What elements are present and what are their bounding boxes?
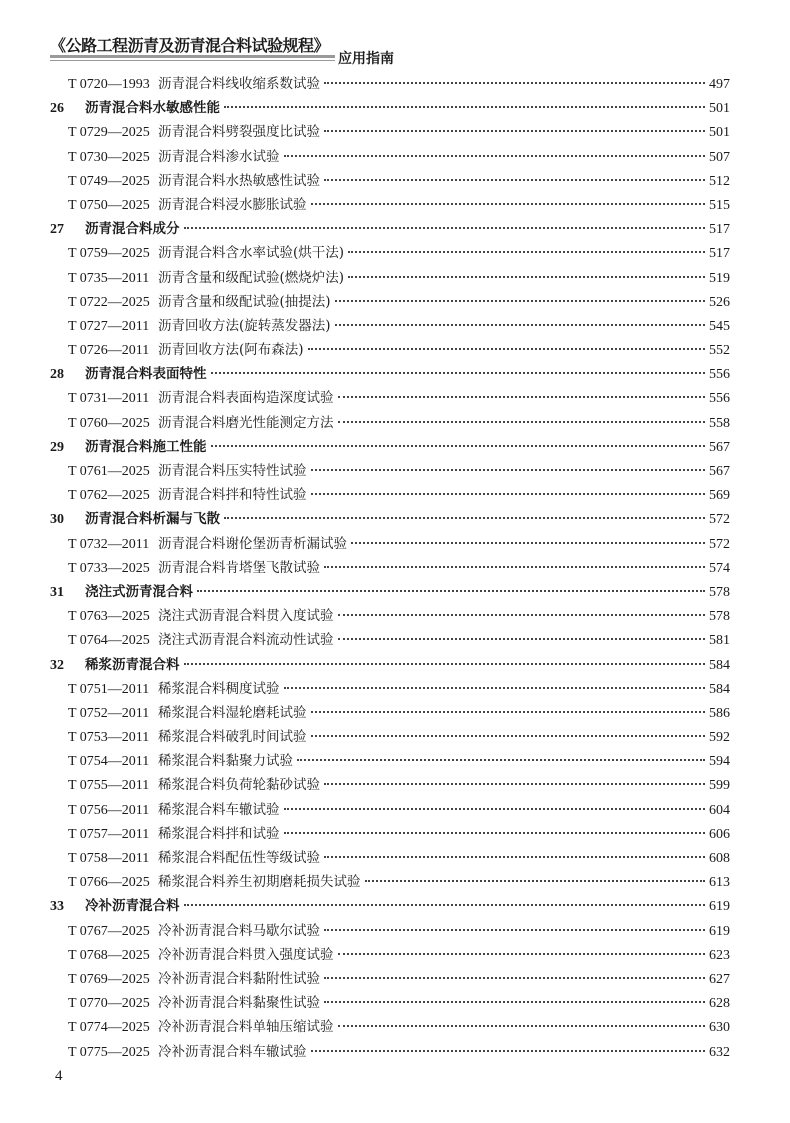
page-ref: 632 — [709, 1044, 730, 1060]
toc-entry[interactable] — [50, 749, 730, 773]
page-ref: 497 — [709, 77, 730, 92]
dot-leader — [311, 711, 706, 713]
entry-title: 沥青含量和级配试验(燃烧炉法) — [158, 269, 345, 286]
section-number: 26 — [50, 101, 64, 117]
entry-title: 沥青混合料表面构造深度试验 — [158, 390, 334, 407]
page-ref: 567 — [709, 464, 730, 479]
toc-entry[interactable] — [50, 338, 730, 362]
toc-entry[interactable] — [50, 967, 730, 991]
page-ref: 501 — [709, 125, 730, 141]
entry-title: 浇注式沥青混合料贯入度试验 — [158, 608, 334, 625]
section-number: 28 — [50, 367, 64, 383]
standard-code: T 0751—2011 — [68, 681, 150, 697]
entry-title: 沥青混合料谢伦堡沥青析漏试验 — [158, 535, 347, 552]
toc-section[interactable] — [50, 894, 730, 918]
dot-leader — [184, 663, 706, 665]
dot-leader — [338, 614, 706, 616]
toc-entry[interactable] — [50, 120, 730, 144]
page-ref: 526 — [709, 294, 730, 310]
standard-code: T 0756—2011 — [68, 802, 150, 818]
standard-code: T 0766—2025 — [68, 875, 150, 891]
entry-title: 沥青混合料浸水膨胀试验 — [158, 196, 307, 213]
page-ref: 556 — [709, 391, 730, 407]
dot-leader — [324, 130, 705, 132]
dot-leader — [365, 880, 706, 882]
toc-section[interactable] — [50, 362, 730, 386]
entry-title: 冷补沥青混合料黏附性试验 — [158, 970, 320, 987]
page-ref: 558 — [709, 415, 730, 431]
page-ref: 586 — [709, 705, 730, 721]
entry-title: 冷补沥青混合料 — [85, 898, 180, 915]
standard-code: T 0732—2011 — [68, 536, 150, 552]
entry-title: 沥青混合料水热敏感性试验 — [158, 172, 320, 189]
standard-code: T 0730—2025 — [68, 149, 150, 165]
standard-code: T 0755—2011 — [68, 778, 150, 794]
header-rule — [50, 55, 335, 58]
page-ref: 594 — [709, 754, 730, 770]
entry-title: 沥青回收方法(旋转蒸发器法) — [158, 317, 331, 334]
page-ref: 507 — [709, 149, 730, 165]
toc-entry[interactable] — [50, 846, 730, 870]
standard-code: T 0758—2011 — [68, 851, 150, 866]
toc-section[interactable] — [50, 580, 730, 604]
entry-title: 沥青混合料拌和特性试验 — [158, 487, 307, 504]
entry-title: 沥青混合料水敏感性能 — [85, 100, 220, 117]
entry-title: 沥青混合料磨光性能测定方法 — [158, 414, 334, 431]
page-ref: 619 — [709, 923, 730, 939]
dot-leader — [211, 372, 706, 374]
toc-section[interactable] — [50, 96, 730, 120]
toc-section[interactable] — [50, 653, 730, 677]
dot-leader — [351, 542, 705, 544]
toc-entry[interactable] — [50, 290, 730, 314]
dot-leader — [284, 808, 706, 810]
standard-code: T 0752—2011 — [68, 705, 150, 721]
toc-entry[interactable] — [50, 822, 730, 846]
dot-leader — [311, 469, 706, 471]
toc-entry[interactable] — [50, 701, 730, 725]
section-number: 30 — [50, 512, 64, 528]
toc-section[interactable] — [50, 435, 730, 459]
dot-leader — [348, 251, 705, 253]
dot-leader — [184, 904, 706, 906]
section-number: 33 — [50, 899, 64, 915]
entry-title: 稀浆混合料稠度试验 — [158, 680, 280, 697]
standard-code: T 0750—2025 — [68, 197, 150, 213]
header-rule-thin — [50, 60, 335, 61]
toc-entry[interactable] — [50, 943, 730, 967]
page-ref: 630 — [709, 1020, 730, 1036]
page-ref: 545 — [709, 318, 730, 334]
standard-code: T 0769—2025 — [68, 971, 150, 987]
toc-entry[interactable] — [50, 1040, 730, 1064]
page-ref: 512 — [709, 173, 730, 189]
toc-entry[interactable] — [50, 169, 730, 193]
page-ref: 517 — [709, 222, 730, 238]
toc-entry[interactable] — [50, 266, 730, 290]
page-ref: 572 — [709, 536, 730, 552]
page-ref: 619 — [709, 899, 730, 915]
page-ref: 608 — [709, 851, 730, 866]
dot-leader — [324, 929, 705, 931]
dot-leader — [308, 348, 705, 350]
toc-entry[interactable] — [50, 1015, 730, 1039]
toc-entry[interactable] — [50, 991, 730, 1015]
page-ref: 572 — [709, 512, 730, 528]
dot-leader — [348, 276, 705, 278]
standard-code: T 0761—2025 — [68, 464, 150, 479]
toc-entry[interactable] — [50, 532, 730, 556]
standard-code: T 0749—2025 — [68, 173, 150, 189]
page-ref: 627 — [709, 971, 730, 987]
page-ref: 581 — [709, 633, 730, 649]
section-number: 31 — [50, 584, 64, 600]
page-ref: 613 — [709, 875, 730, 891]
dot-leader — [284, 687, 706, 689]
page-ref: 604 — [709, 802, 730, 818]
section-number: 29 — [50, 439, 64, 455]
dot-leader — [338, 396, 706, 398]
toc-section[interactable] — [50, 507, 730, 531]
entry-title: 沥青混合料施工性能 — [85, 438, 207, 455]
toc-entry[interactable] — [50, 604, 730, 628]
standard-code: T 0759—2025 — [68, 246, 150, 262]
toc-entry[interactable] — [50, 919, 730, 943]
standard-code: T 0770—2025 — [68, 996, 150, 1012]
dot-leader — [324, 566, 705, 568]
entry-title: 沥青混合料线收缩系数试验 — [158, 76, 320, 92]
toc-entry[interactable] — [50, 725, 730, 749]
page-ref: 606 — [709, 826, 730, 842]
entry-title: 沥青混合料析漏与飞散 — [85, 511, 220, 528]
dot-leader — [335, 300, 705, 302]
page-ref: 556 — [709, 367, 730, 383]
toc-entry[interactable] — [50, 411, 730, 435]
toc-entry[interactable] — [50, 145, 730, 169]
page-ref: 567 — [709, 439, 730, 455]
standard-code: T 0729—2025 — [68, 125, 150, 141]
standard-code: T 0735—2011 — [68, 270, 150, 286]
section-number: 27 — [50, 222, 64, 238]
page-ref: 515 — [709, 197, 730, 213]
entry-title: 稀浆混合料湿轮磨耗试验 — [158, 704, 307, 721]
standard-code: T 0767—2025 — [68, 923, 150, 939]
entry-title: 稀浆混合料拌和试验 — [158, 825, 280, 842]
entry-title: 稀浆混合料养生初期磨耗损失试验 — [158, 874, 361, 891]
standard-code: T 0722—2025 — [68, 294, 150, 310]
page-ref: 584 — [709, 657, 730, 673]
standard-code: T 0762—2025 — [68, 488, 150, 504]
table-of-contents — [50, 72, 730, 1064]
dot-leader — [224, 517, 705, 519]
standard-code: T 0768—2025 — [68, 947, 150, 963]
entry-title: 沥青混合料成分 — [85, 221, 180, 238]
entry-title: 浇注式沥青混合料 — [85, 583, 193, 600]
toc-entry[interactable] — [50, 677, 730, 701]
entry-title: 稀浆混合料负荷轮黏砂试验 — [158, 777, 320, 794]
toc-entry[interactable] — [50, 483, 730, 507]
standard-code: T 0760—2025 — [68, 415, 150, 431]
standard-code: T 0757—2011 — [68, 826, 150, 842]
standard-code: T 0753—2011 — [68, 730, 150, 746]
page-ref: 552 — [709, 343, 730, 359]
toc-entry[interactable] — [50, 193, 730, 217]
book-subtitle: 应用指南 — [338, 51, 394, 67]
toc-entry[interactable] — [50, 773, 730, 797]
dot-leader — [338, 421, 706, 423]
dot-leader — [311, 493, 706, 495]
entry-title: 沥青回收方法(阿布森法) — [158, 342, 304, 359]
dot-leader — [184, 227, 706, 229]
page-ref: 517 — [709, 246, 730, 262]
dot-leader — [311, 203, 706, 205]
page-ref: 578 — [709, 584, 730, 600]
page-ref: 628 — [709, 996, 730, 1012]
standard-code: T 0733—2025 — [68, 560, 150, 576]
page-number: 4 — [55, 1068, 63, 1084]
dot-leader — [197, 590, 705, 592]
page-ref: 592 — [709, 730, 730, 746]
toc-entry[interactable] — [50, 459, 730, 483]
standard-code: T 0774—2025 — [68, 1020, 150, 1036]
toc-entry[interactable] — [50, 386, 730, 410]
entry-title: 沥青混合料表面特性 — [85, 366, 207, 383]
page-ref: 501 — [709, 101, 730, 117]
entry-title: 冷补沥青混合料贯入强度试验 — [158, 946, 334, 963]
dot-leader — [311, 1050, 706, 1052]
dot-leader — [284, 155, 706, 157]
book-title: 《公路工程沥青及沥青混合料试验规程》 — [50, 36, 330, 55]
page-ref: 599 — [709, 778, 730, 794]
entry-title: 稀浆沥青混合料 — [85, 656, 180, 673]
page-ref: 569 — [709, 488, 730, 504]
entry-title: 稀浆混合料车辙试验 — [158, 801, 280, 818]
standard-code: T 0727—2011 — [68, 318, 150, 334]
page-ref: 623 — [709, 947, 730, 963]
dot-leader — [211, 445, 706, 447]
dot-leader — [338, 953, 706, 955]
dot-leader — [297, 759, 705, 761]
standard-code: T 0720—1993 — [68, 77, 150, 92]
dot-leader — [324, 82, 705, 84]
toc-entry[interactable] — [50, 556, 730, 580]
entry-title: 沥青混合料压实特性试验 — [158, 463, 307, 479]
standard-code: T 0764—2025 — [68, 633, 150, 649]
entry-title: 稀浆混合料破乳时间试验 — [158, 729, 307, 746]
toc-entry[interactable] — [50, 72, 730, 96]
standard-code: T 0775—2025 — [68, 1044, 150, 1060]
page-ref: 519 — [709, 270, 730, 286]
dot-leader — [324, 1001, 705, 1003]
entry-title: 冷补沥青混合料车辙试验 — [158, 1043, 307, 1060]
page-ref: 574 — [709, 560, 730, 576]
dot-leader — [324, 856, 705, 858]
entry-title: 沥青混合料含水率试验(烘干法) — [158, 245, 345, 262]
toc-entry[interactable] — [50, 241, 730, 265]
dot-leader — [311, 735, 706, 737]
page-ref: 578 — [709, 609, 730, 625]
toc-entry[interactable] — [50, 870, 730, 894]
entry-title: 冷补沥青混合料黏聚性试验 — [158, 995, 320, 1012]
dot-leader — [324, 179, 705, 181]
dot-leader — [224, 106, 705, 108]
standard-code: T 0731—2011 — [68, 391, 150, 407]
entry-title: 冷补沥青混合料单轴压缩试验 — [158, 1019, 334, 1036]
dot-leader — [338, 1025, 706, 1027]
dot-leader — [335, 324, 705, 326]
entry-title: 稀浆混合料配伍性等级试验 — [158, 850, 320, 866]
entry-title: 沥青含量和级配试验(抽提法) — [158, 293, 331, 310]
entry-title: 浇注式沥青混合料流动性试验 — [158, 632, 334, 649]
dot-leader — [324, 783, 705, 785]
section-number: 32 — [50, 657, 64, 673]
entry-title: 稀浆混合料黏聚力试验 — [158, 753, 293, 770]
entry-title: 沥青混合料劈裂强度比试验 — [158, 124, 320, 141]
entry-title: 沥青混合料渗水试验 — [158, 148, 280, 165]
standard-code: T 0754—2011 — [68, 754, 150, 770]
page-ref: 584 — [709, 681, 730, 697]
dot-leader — [284, 832, 706, 834]
toc-entry[interactable] — [50, 314, 730, 338]
toc-section[interactable] — [50, 217, 730, 241]
entry-title: 冷补沥青混合料马歇尔试验 — [158, 922, 320, 939]
toc-entry[interactable] — [50, 798, 730, 822]
dot-leader — [338, 638, 706, 640]
standard-code: T 0763—2025 — [68, 609, 150, 625]
entry-title: 沥青混合料肯塔堡飞散试验 — [158, 559, 320, 576]
dot-leader — [324, 977, 705, 979]
toc-entry[interactable] — [50, 628, 730, 652]
standard-code: T 0726—2011 — [68, 343, 150, 359]
